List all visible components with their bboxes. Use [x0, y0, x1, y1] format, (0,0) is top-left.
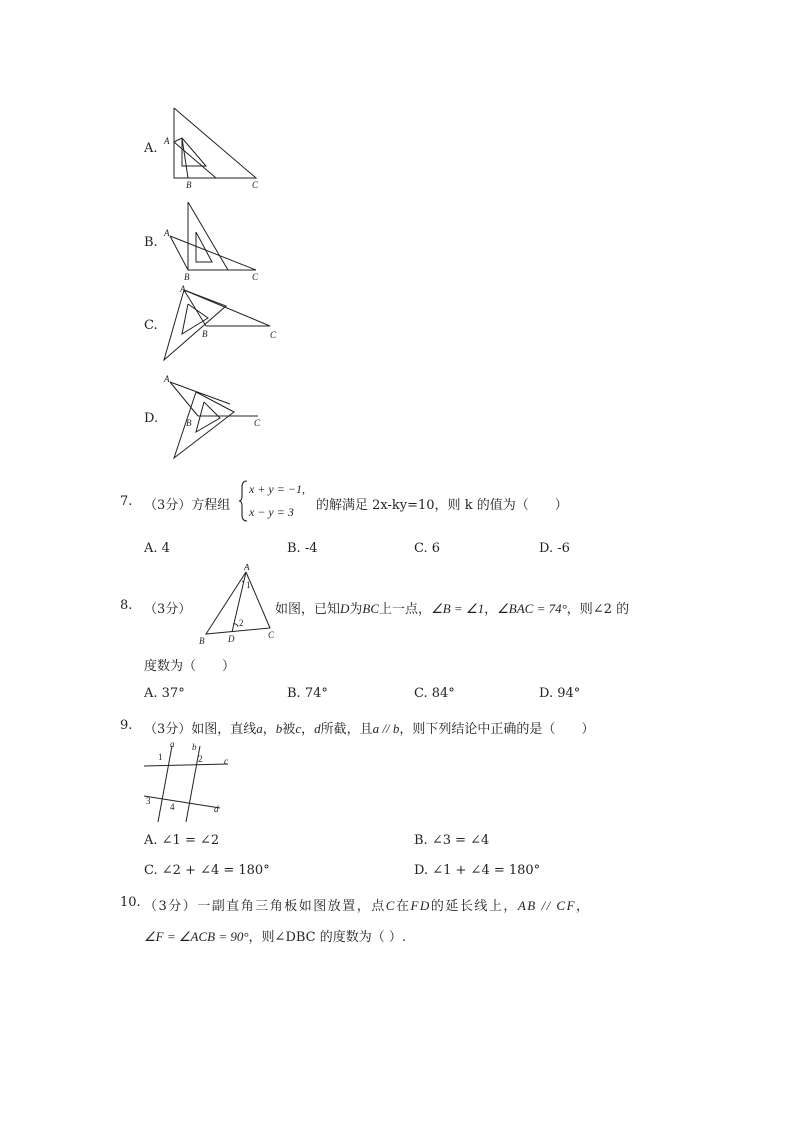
option-c-label: C. — [144, 318, 158, 333]
q8-question-line-2: 度数为（ ） — [144, 659, 236, 674]
q8-separator: ， — [484, 602, 498, 617]
q9-figure — [140, 738, 236, 828]
q8-question-line-1 — [275, 598, 629, 617]
option-b-point-c: C — [252, 272, 259, 282]
option-a-point-b: B — [186, 180, 192, 190]
q7-choice-a[interactable]: A. 4 — [144, 541, 170, 556]
q9-label-d: d — [214, 804, 219, 814]
q9-angle-1: 1 — [158, 752, 163, 762]
option-c-figure — [160, 282, 285, 364]
option-d-point-a: A — [164, 374, 170, 384]
q9-choice-c[interactable]: C. ∠2 + ∠4 = 180° — [144, 863, 270, 878]
q7-choice-c[interactable]: C. 6 — [414, 541, 441, 556]
q9-comma-2: ， — [301, 722, 315, 737]
q10-text-1: （3分）一副直角三角板如图放置，点 — [144, 899, 386, 914]
q7-choice-b[interactable]: B. -4 — [287, 541, 318, 556]
q8-point-d-text: D — [340, 601, 350, 616]
q9-label-a: a — [170, 739, 175, 749]
q8-choice-a[interactable]: A. 37° — [144, 686, 185, 701]
q9-condition: a // b — [372, 721, 400, 736]
option-b-point-a: A — [164, 228, 170, 238]
q10-point-c: C — [385, 898, 396, 913]
q10-question-line-1 — [144, 895, 591, 914]
q10-text-2: 在 — [395, 899, 411, 914]
option-a-point-a: A — [164, 136, 170, 146]
q7-equation-1: x + y = −1, — [249, 482, 305, 496]
q8-angle-2: 2 — [239, 618, 244, 628]
q8-point-b: B — [199, 636, 205, 646]
option-c-point-c: C — [270, 330, 277, 340]
q7-brace — [239, 480, 249, 522]
q9-line-d: d — [314, 721, 321, 736]
option-b-point-b: B — [184, 272, 190, 282]
q8-choice-b[interactable]: B. 74° — [287, 686, 328, 701]
option-c-point-b: B — [202, 329, 208, 339]
q10-segment-fd: FD — [410, 898, 431, 913]
q8-text-4: ，则∠2 的 — [566, 602, 630, 617]
q10-text-4: ，则∠DBC 的度数为（ ）. — [248, 930, 407, 945]
q9-line-c: c — [295, 721, 302, 736]
q9-number: 9. — [120, 718, 133, 733]
option-b-figure — [160, 196, 270, 288]
q7-choice-d[interactable]: D. -6 — [539, 541, 570, 556]
q10-number: 10. — [120, 895, 141, 910]
q10-comma: ， — [576, 899, 591, 914]
q9-choice-d[interactable]: D. ∠1 + ∠4 = 180° — [414, 863, 541, 878]
option-a-label: A. — [144, 141, 158, 156]
q8-figure — [196, 564, 280, 648]
q9-line-b: b — [275, 721, 283, 736]
q8-condition-1: ∠B = ∠1 — [431, 601, 485, 616]
q9-angle-3: 3 — [146, 796, 151, 806]
q10-text-3: 的延长线上， — [430, 899, 518, 914]
q10-angle-condition: ∠F = ∠ACB = 90° — [144, 929, 249, 944]
q7-question-text: 的解满足 2x-ky=10，则 k 的值为（ ） — [316, 498, 568, 513]
option-d-point-c: C — [254, 418, 261, 428]
q8-choice-c[interactable]: C. 84° — [414, 686, 455, 701]
option-d-point-b: B — [186, 418, 192, 428]
q8-condition-2: ∠BAC = 74° — [497, 601, 567, 616]
q9-line-a: a — [256, 721, 263, 736]
q9-text-2: 被 — [282, 722, 296, 737]
option-c-point-a: A — [180, 284, 186, 294]
q9-label-b: b — [192, 742, 197, 752]
q9-angle-4: 4 — [170, 802, 175, 812]
q8-choice-d[interactable]: D. 94° — [539, 686, 581, 701]
q8-point-a: A — [244, 564, 250, 572]
option-d-label: D. — [144, 411, 159, 426]
q9-choice-a[interactable]: A. ∠1 = ∠2 — [144, 833, 220, 848]
q9-comma-1: ， — [262, 722, 276, 737]
q9-label-c: c — [224, 756, 228, 766]
q8-text-3: 上一点， — [379, 602, 432, 617]
q9-text-3: 所截，且 — [320, 722, 373, 737]
q8-text-1: 如图，已知 — [275, 602, 341, 617]
q7-equation-2: x − y = 3 — [249, 505, 294, 519]
q9-choice-b[interactable]: B. ∠3 = ∠4 — [414, 833, 490, 848]
q8-segment-bc: BC — [362, 601, 380, 616]
q8-angle-1: 1 — [246, 580, 251, 590]
q8-text-2: 为 — [349, 602, 363, 617]
q9-angle-2: 2 — [198, 754, 203, 764]
q9-text-1: （3分）如图，直线 — [144, 722, 257, 737]
option-a-figure — [160, 100, 270, 195]
q8-point-d: D — [228, 634, 235, 644]
q9-question-text — [144, 718, 594, 737]
q10-condition: AB // CF — [517, 898, 577, 913]
q9-text-4: ，则下列结论中正确的是（ ） — [399, 722, 595, 737]
q7-score: （3分）方程组 — [144, 498, 231, 513]
q8-number: 8. — [120, 598, 133, 613]
option-b-label: B. — [144, 235, 158, 250]
q8-point-c: C — [268, 630, 275, 640]
q10-question-line-2 — [144, 926, 406, 945]
option-a-point-c: C — [252, 180, 259, 190]
q8-score: （3分） — [144, 602, 192, 617]
option-d-figure — [160, 372, 275, 464]
q7-number: 7. — [120, 494, 133, 509]
